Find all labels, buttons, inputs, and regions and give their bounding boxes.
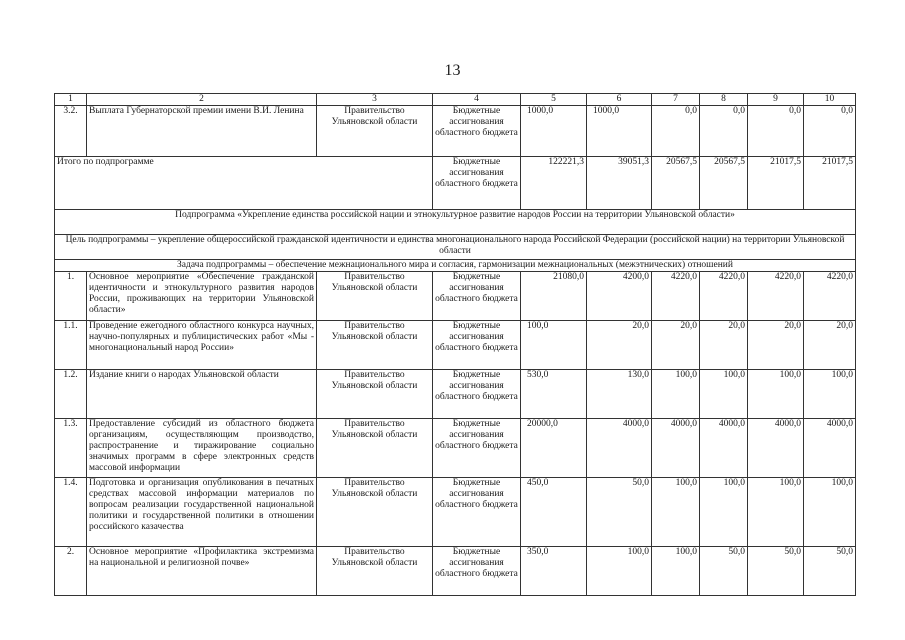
total-label: Итого по подпрограмме: [55, 157, 433, 210]
column-header: 10: [804, 94, 856, 106]
value-year: 0,0: [804, 106, 856, 157]
activity-name: Основное мероприятие «Обеспечение гражданской идентичности и этнокультурного развития народов России, проживающих на территории Ульяновской области»: [87, 272, 317, 321]
value-year: 4200,0: [587, 272, 652, 321]
value-year: 4000,0: [748, 419, 804, 478]
subprogram-title-row: [55, 210, 856, 235]
value-year: 21017,5: [748, 157, 804, 210]
table-row: [55, 419, 856, 478]
row-number: 1.1.: [55, 321, 87, 370]
activity-name: Предоставление субсидий из областного бюджета организациям, осуществляющим производство, распространение и тиражирование социально значимых программ в сфере электронных средств массовой информации: [87, 419, 317, 478]
value-year: 100,0: [652, 547, 700, 596]
column-header: 6: [587, 94, 652, 106]
table-row: [55, 321, 856, 370]
value-year: 50,0: [700, 547, 748, 596]
value-year: 4000,0: [587, 419, 652, 478]
funding-source: Бюджетные ассигнования областного бюджета: [433, 370, 521, 419]
value-year: 0,0: [700, 106, 748, 157]
funding-source: Бюджетные ассигнования областного бюджета: [433, 272, 521, 321]
value-year: 100,0: [748, 370, 804, 419]
value-year: 20567,5: [652, 157, 700, 210]
value-total: 450,0: [521, 478, 587, 547]
value-year: 39051,3: [587, 157, 652, 210]
value-total: 20000,0: [521, 419, 587, 478]
subprogram-title: Подпрограмма «Укрепление единства российской нации и этнокультурное развитие народов России на территории Ульяновской области»: [55, 210, 856, 235]
value-year: 4220,0: [652, 272, 700, 321]
funding-source: Бюджетные ассигнования областного бюджета: [433, 547, 521, 596]
row-number: 1.3.: [55, 419, 87, 478]
column-header: 8: [700, 94, 748, 106]
value-year: 100,0: [804, 370, 856, 419]
executor: Правительство Ульяновской области: [317, 547, 433, 596]
value-total: 100,0: [521, 321, 587, 370]
table-row: [55, 370, 856, 419]
value-year: 100,0: [587, 547, 652, 596]
executor: Правительство Ульяновской области: [317, 272, 433, 321]
value-year: 21017,5: [804, 157, 856, 210]
value-year: 100,0: [748, 478, 804, 547]
column-header: 3: [317, 94, 433, 106]
value-total: 1000,0: [521, 106, 587, 157]
table-row: [55, 272, 856, 321]
table-row: [55, 106, 856, 157]
funding-source: Бюджетные ассигнования областного бюджета: [433, 106, 521, 157]
funding-source: Бюджетные ассигнования областного бюджета: [433, 478, 521, 547]
funding-source: Бюджетные ассигнования областного бюджета: [433, 157, 521, 210]
value-year: 50,0: [587, 478, 652, 547]
value-year: 100,0: [700, 478, 748, 547]
table-row: [55, 547, 856, 596]
value-year: 50,0: [748, 547, 804, 596]
value-total: 530,0: [521, 370, 587, 419]
page-number: 13: [444, 62, 461, 79]
activity-name: Основное мероприятие «Профилактика экстремизма на национальной и религиозной почве»: [87, 547, 317, 596]
value-year: 100,0: [700, 370, 748, 419]
value-year: 4220,0: [804, 272, 856, 321]
total-row: [55, 157, 856, 210]
activity-name: Подготовка и организация опубликования в печатных средствах массовой информации материалов по вопросам реализации государственной национальной политики и государственной политики в отношении российского казачества: [87, 478, 317, 547]
column-header: 7: [652, 94, 700, 106]
row-number: 1.4.: [55, 478, 87, 547]
executor: Правительство Ульяновской области: [317, 106, 433, 157]
value-year: 4220,0: [748, 272, 804, 321]
value-year: 4220,0: [700, 272, 748, 321]
value-year: 20,0: [748, 321, 804, 370]
activity-name: Издание книги о народах Ульяновской области: [87, 370, 317, 419]
value-year: 20,0: [700, 321, 748, 370]
column-header: 2: [87, 94, 317, 106]
column-number-row: [55, 94, 856, 106]
value-total: 122221,3: [521, 157, 587, 210]
executor: Правительство Ульяновской области: [317, 321, 433, 370]
column-header: 5: [521, 94, 587, 106]
value-year: 20,0: [652, 321, 700, 370]
value-year: 4000,0: [804, 419, 856, 478]
value-year: 4000,0: [700, 419, 748, 478]
value-year: 0,0: [652, 106, 700, 157]
row-number: 2.: [55, 547, 87, 596]
value-year: 100,0: [804, 478, 856, 547]
funding-source: Бюджетные ассигнования областного бюджета: [433, 321, 521, 370]
program-table: [54, 93, 856, 596]
row-number: 1.2.: [55, 370, 87, 419]
subprogram-task-row: [55, 260, 856, 272]
executor: Правительство Ульяновской области: [317, 478, 433, 547]
value-year: 20,0: [804, 321, 856, 370]
column-header: 4: [433, 94, 521, 106]
value-total: 21080,0: [521, 272, 587, 321]
value-year: 50,0: [804, 547, 856, 596]
executor: Правительство Ульяновской области: [317, 419, 433, 478]
value-year: 4000,0: [652, 419, 700, 478]
subprogram-goal: Цель подпрограммы – укрепление общероссийской гражданской идентичности и единства многонационального народа Российской Федерации (российской нации) на территории Ульяновской области: [55, 235, 856, 260]
column-header: 1: [55, 94, 87, 106]
subprogram-goal-row: [55, 235, 856, 260]
value-year: 1000,0: [587, 106, 652, 157]
row-number: 1.: [55, 272, 87, 321]
table-row: [55, 478, 856, 547]
executor: Правительство Ульяновской области: [317, 370, 433, 419]
value-year: 0,0: [748, 106, 804, 157]
value-year: 100,0: [652, 370, 700, 419]
value-year: 100,0: [652, 478, 700, 547]
funding-source: Бюджетные ассигнования областного бюджета: [433, 419, 521, 478]
activity-name: Проведение ежегодного областного конкурса научных, научно-популярных и публицистических работ «Мы - многонациональный народ России»: [87, 321, 317, 370]
value-year: 130,0: [587, 370, 652, 419]
row-number: 3.2.: [55, 106, 87, 157]
value-year: 20567,5: [700, 157, 748, 210]
activity-name: Выплата Губернаторской премии имени В.И. Ленина: [87, 106, 317, 157]
subprogram-task: Задача подпрограммы – обеспечение межнационального мира и согласия, гармонизации межнациональных (межэтнических) отношений: [55, 260, 856, 272]
column-header: 9: [748, 94, 804, 106]
value-year: 20,0: [587, 321, 652, 370]
value-total: 350,0: [521, 547, 587, 596]
